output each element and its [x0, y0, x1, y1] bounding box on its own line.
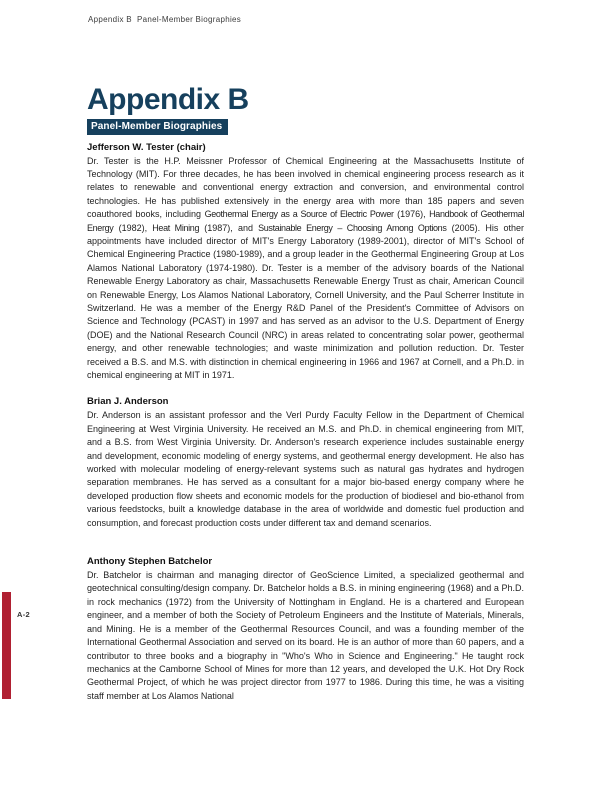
- bio-heading: Brian J. Anderson: [87, 396, 169, 408]
- page-number: A-2: [17, 610, 30, 619]
- page-content: [87, 84, 524, 703]
- body-text: Dr. Batchelor is chairman and managing director of GeoScience Limited, a specialized geothermal and geotechnical consulting/design company. Dr. Batchelor holds a B.S. in mining engineering (1968) and a Ph.D. in rock mechanics (1972) from the University of Nottingham in England. He is a chartered and European engineer, and a member of both the Society of Petroleum Engineers and the Institute of Materials, Minerals, and Mining. He is a member of the Geothermal Resources Council, and was a founding member of the International Geothermal Association and served on its board. He is an author of more than 60 papers, and a contributor to three books and a biography in "Who's Who in Science and Engineering." He taught rock mechanics at the Camborne School of Mines for more than 12 years, and developed the U.K. Hot Dry Rock Geothermal Project, of which he was project director from 1977 to 1986. During this time, he was a visiting staff member at Los Alamos National: [87, 570, 524, 701]
- running-header: Appendix B Panel-Member Biographies: [88, 15, 242, 24]
- bio-paragraph: [87, 569, 524, 703]
- book-title-text: Sustainable Energy – Choosing Among Options: [258, 222, 447, 233]
- side-tab-bar: [2, 592, 11, 699]
- book-title-text: Heat Mining: [152, 222, 200, 233]
- body-text: (1982),: [113, 222, 153, 233]
- book-title-text: Handbook of Geothermal Energy: [87, 209, 524, 233]
- body-text: Dr. Anderson is an assistant professor and the Verl Purdy Faculty Fellow in the Department of Chemical Engineering at West Virginia University. He received an M.S. and Ph.D. in chemical engineering from MIT, and a B.S. from West Virginia University. Dr. Anderson's research experience includes sustainable energy and development, economic modeling of energy systems, and geothermal energy development. He also has worked with molecular modeling of energy-relevant systems such as natural gas hydrates and hydrogen separation membranes. He has served as a consultant for a major bio-based energy company where he developed production flow sheets and economic models for the production of biodiesel and bio-ethanol from various feedstocks, built a knowledge database in the area of worldwide and domestic fuel production and consumption, and forecast production costs under different tax and demand scenarios.: [87, 410, 524, 528]
- page-title: Appendix B: [87, 83, 249, 116]
- body-text: Dr. Tester is the H.P. Meissner Professor of Chemical Engineering at the Massachusetts Institute of Technology (MIT). For three decades, he has been involved in chemical engineering process research as it relates to renewable and conventional energy extraction and conversion, and environmental control technologies. He has published extensively in the energy area with more than 185 papers and seven coauthored books, including: [87, 155, 524, 220]
- book-title-text: Geothermal Energy as a Source of Electric Power: [204, 209, 394, 220]
- biography-sections: [87, 142, 524, 704]
- bio-heading: Anthony Stephen Batchelor: [87, 556, 213, 568]
- body-text: (2005). His other appointments have included director of MIT's Energy Laboratory (1989-2001), director of MIT's School of Chemical Engineering Practice (1980-1989), and a group leader in the Geothermal Engineering Group at Los Alamos National Laboratory (1974-1980). Dr. Tester is a member of the advisory boards of the National Renewable Energy Laboratory as chair, Massachusetts Renewable Energy Trust as chair, American Council on Renewable Energy, Los Alamos National Laboratory, Cornell University, and the Paul Scherrer Institute in Switzerland. He was a member of the Energy R&D Panel of the President's Committee of Advisors on Science and Technology (PCAST) in 1997 and has served as an advisor to the U.S. Department of Energy (DOE) and the National Research Council (NRC) in areas related to concentrating solar power, geothermal energy, and other renewable technologies; and waste minimization and pollution reduction. Dr. Tester received a B.S. and M.S. with distinction in chemical engineering in 1966 and 1967 at Cornell, and a Ph.D. in chemical engineering at MIT in 1971.: [87, 222, 524, 380]
- bio-heading: Jefferson W. Tester (chair): [87, 141, 206, 153]
- bio-paragraph: [87, 409, 524, 530]
- bio-section: [87, 142, 524, 383]
- bio-section: [87, 396, 524, 530]
- section-badge: Panel-Member Biographies: [87, 119, 228, 135]
- body-text: (1976),: [393, 209, 430, 220]
- bio-paragraph: [87, 155, 524, 383]
- body-text: (1987), and: [199, 222, 259, 233]
- bio-section: [87, 556, 524, 703]
